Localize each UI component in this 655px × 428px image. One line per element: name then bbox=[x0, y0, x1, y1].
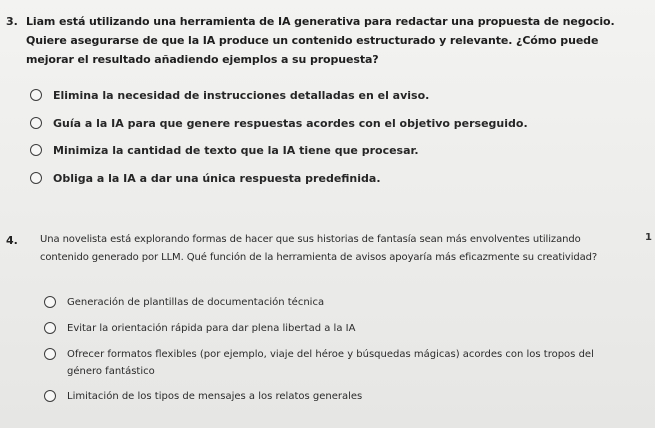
answer-option[interactable] bbox=[44, 388, 362, 405]
radio-button[interactable] bbox=[44, 348, 56, 360]
answer-label: Obliga a la IA a dar una única respuesta predefinida. bbox=[53, 172, 381, 185]
question-number: 4. bbox=[6, 234, 18, 247]
radio-button[interactable] bbox=[30, 172, 42, 184]
answer-label: Minimiza la cantidad de texto que la IA tiene que procesar. bbox=[53, 144, 419, 157]
answer-option[interactable] bbox=[30, 116, 528, 132]
radio-button[interactable] bbox=[30, 117, 42, 129]
question-text: Una novelista está explorando formas de hacer que sus historias de fantasía sean más envolventes utilizando contenido generado por LLM. Qué función de la herramienta de avisos apoyaría más eficazmente su creatividad? bbox=[40, 234, 598, 263]
answer-option[interactable] bbox=[30, 143, 419, 159]
answer-label: Ofrecer formatos flexibles (por ejemplo, viaje del héroe y búsquedas mágicas) acordes con los tropos del género fantástico bbox=[67, 349, 594, 377]
radio-button[interactable] bbox=[44, 390, 56, 402]
question-number: 3. bbox=[6, 15, 18, 28]
answer-label: Evitar la orientación rápida para dar plena libertad a la IA bbox=[67, 323, 356, 334]
radio-button[interactable] bbox=[30, 144, 42, 156]
answer-option[interactable] bbox=[44, 346, 604, 380]
answer-label: Limitación de los tipos de mensajes a los relatos generales bbox=[67, 391, 363, 402]
answer-label: Guía a la IA para que genere respuestas acordes con el objetivo perseguido. bbox=[53, 117, 528, 130]
radio-button[interactable] bbox=[30, 89, 42, 101]
answer-option[interactable] bbox=[44, 320, 355, 337]
answer-option[interactable] bbox=[30, 88, 429, 104]
radio-button[interactable] bbox=[44, 296, 56, 308]
answer-label: Elimina la necesidad de instrucciones detalladas en el aviso. bbox=[53, 89, 430, 102]
points-value: 1 bbox=[645, 232, 652, 243]
answer-label: Generación de plantillas de documentación técnica bbox=[67, 297, 325, 308]
answer-option[interactable] bbox=[44, 294, 324, 311]
question-text: Liam está utilizando una herramienta de IA generativa para redactar una propuesta de negocio. Quiere asegurarse de que la IA produce un contenido estructurado y relevante. ¿Cómo puede mejorar el resultado añadiendo ejemplos a su propuesta? bbox=[26, 15, 615, 66]
answer-option[interactable] bbox=[30, 171, 381, 187]
radio-button[interactable] bbox=[44, 322, 56, 334]
